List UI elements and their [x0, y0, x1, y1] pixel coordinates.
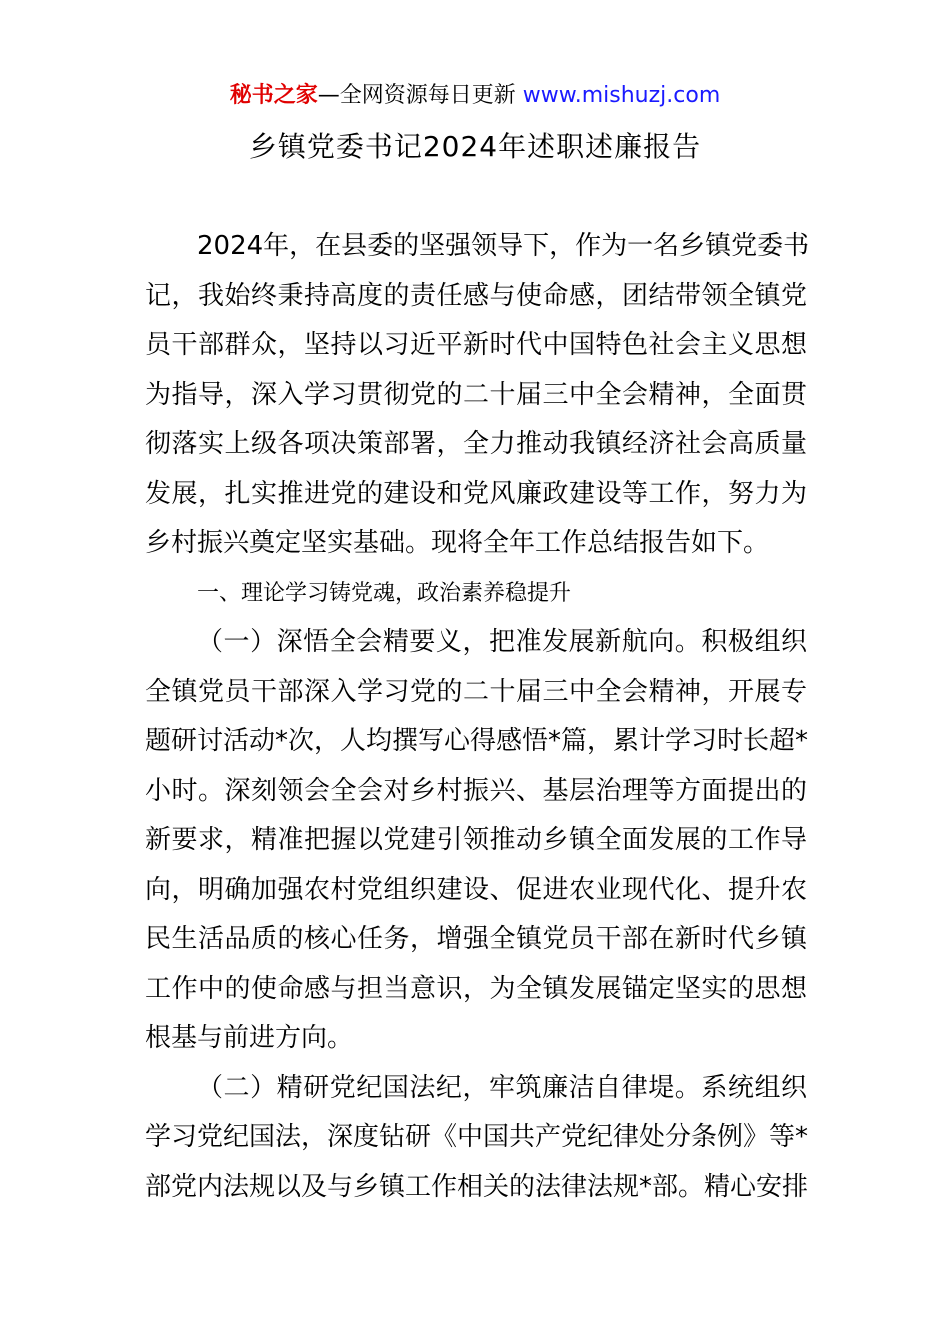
paragraph-line: 学习党纪国法，深度钻研《中国共产党纪律处分条例》等* — [145, 1122, 809, 1152]
paragraph-line: 2024年，在县委的坚强领导下，作为一名乡镇党委书 — [197, 231, 810, 261]
site-tagline: —全网资源每日更新 — [317, 83, 523, 108]
paragraph-line: 小时。深刻领会全会对乡村振兴、基层治理等方面提出的 — [145, 775, 807, 806]
paragraph-line: 全镇党员干部深入学习党的二十届三中全会精神，开展专 — [145, 676, 807, 707]
paragraph-line: 发展，扎实推进党的建设和党风廉政建设等工作，努力为 — [145, 478, 807, 509]
site-url-link[interactable]: www.mishuzj.com — [522, 83, 721, 108]
paragraph-line: 新要求，精准把握以党建引领推动乡镇全面发展的工作导 — [145, 825, 807, 855]
paragraph-line: （二）精研党纪国法纪，牢筑廉洁自律堤。系统组织 — [197, 1072, 807, 1103]
paragraph-line: 彻落实上级各项决策部署，全力推动我镇经济社会高质量 — [145, 429, 807, 459]
document-title: 乡镇党委书记2024年述职述廉报告 — [248, 130, 702, 163]
paragraph-line: 乡村振兴奠定坚实基础。现将全年工作总结报告如下。 — [145, 528, 770, 558]
paragraph-line: 为指导，深入学习贯彻党的二十届三中全会精神，全面贯 — [145, 379, 807, 410]
site-brand: 秘书之家 — [229, 83, 318, 108]
paragraph-line: （一）深悟全会精要义，把准发展新航向。积极组织 — [197, 627, 807, 657]
document-body — [145, 222, 810, 1212]
paragraph-line: 向，明确加强农村党组织建设、促进农业现代化、提升农 — [145, 874, 807, 905]
paragraph-line: 工作中的使命感与担当意识，为全镇发展锚定坚实的思想 — [145, 973, 807, 1004]
paragraph-line: 民生活品质的核心任务，增强全镇党员干部在新时代乡镇 — [145, 924, 807, 954]
site-header — [0, 80, 950, 112]
paragraph-line: 题研讨活动*次，人均撰写心得感悟*篇，累计学习时长超* — [145, 726, 809, 756]
paragraph-line: 根基与前进方向。 — [145, 1023, 354, 1053]
paragraph-line: 部党内法规以及与乡镇工作相关的法律法规*部。精心安排 — [145, 1171, 809, 1202]
section-heading: 一、理论学习铸党魂，政治素养稳提升 — [197, 580, 572, 606]
paragraph-line: 员干部群众，坚持以习近平新时代中国特色社会主义思想 — [145, 330, 807, 360]
paragraph-line: 记，我始终秉持高度的责任感与使命感，团结带领全镇党 — [145, 280, 807, 311]
